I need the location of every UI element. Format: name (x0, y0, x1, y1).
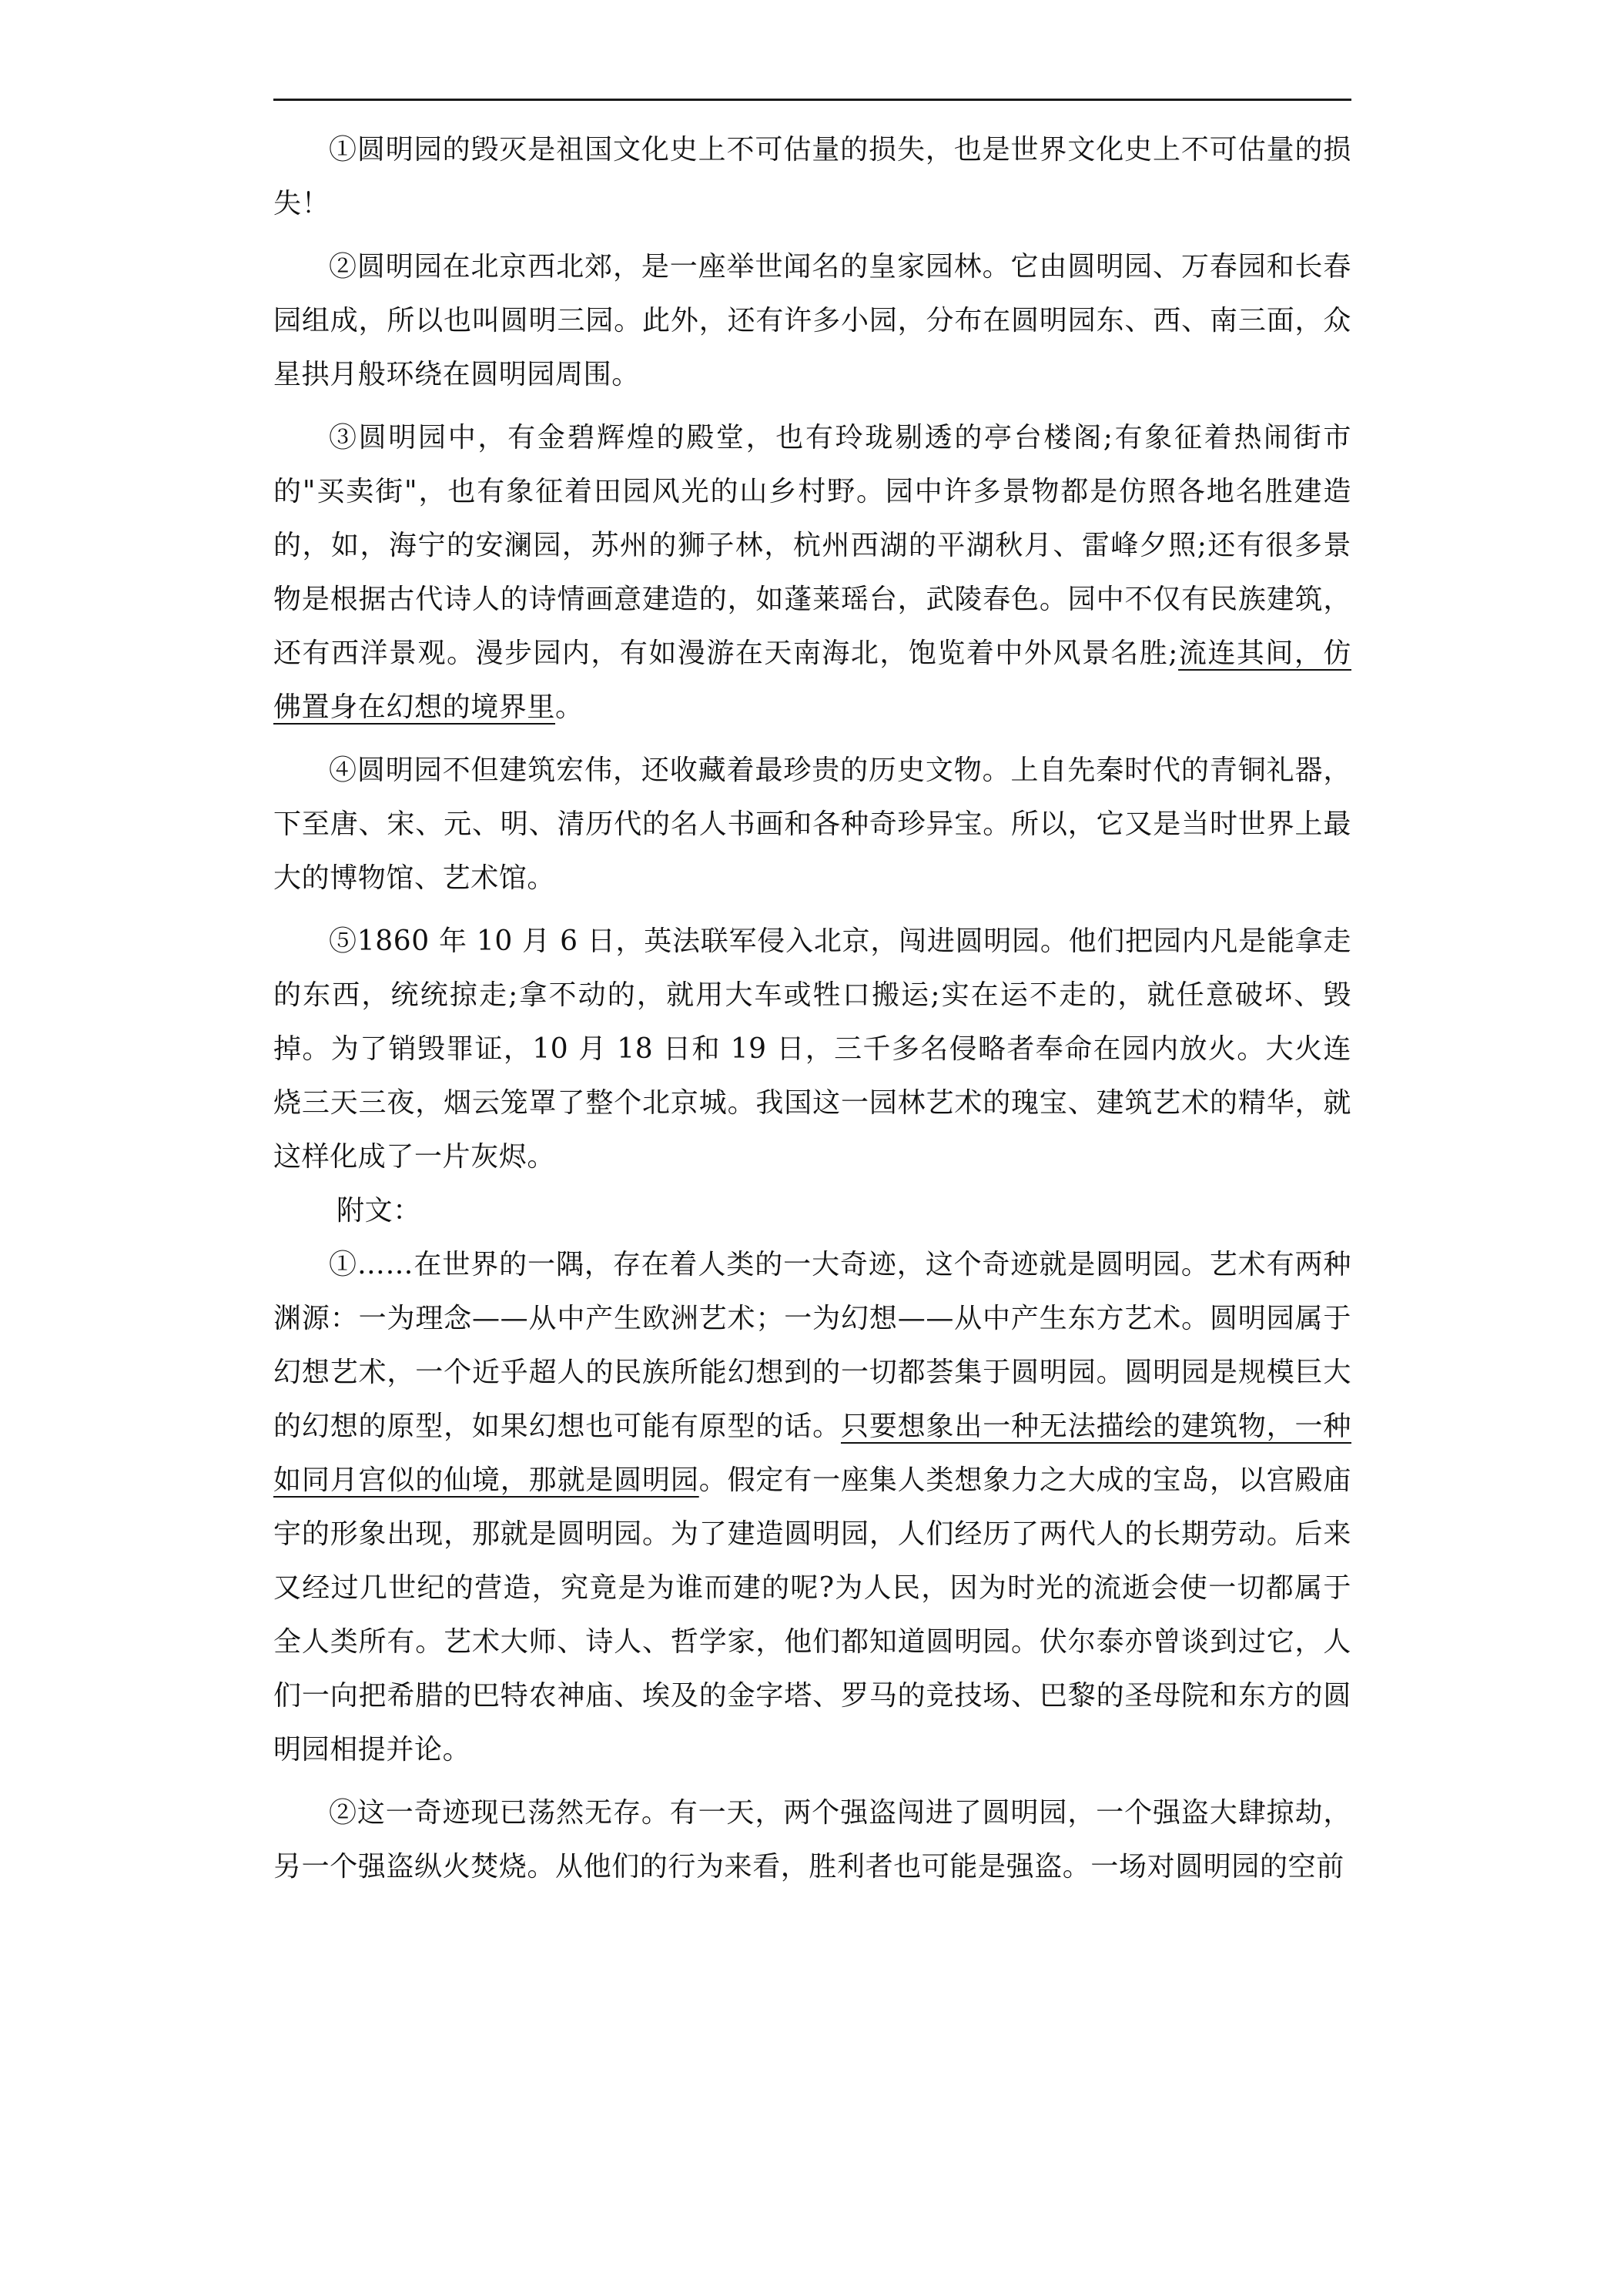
main-paragraph (273, 744, 1351, 905)
underlined-sentence: 流连其间，仿佛置身在幻想的境界里 (273, 638, 1351, 723)
appendix-paragraph (273, 1238, 1351, 1777)
main-paragraph (273, 411, 1351, 735)
appendix-text (273, 1238, 1351, 1894)
text-segment: 。假定有一座集人类想象力之大成的宝岛，以宫殿庙宇的形象出现，那就是圆明园。为了建造圆明园，人们经历了两代人的长期劳动。后来又经过几世纪的营造，究竟是为谁而建的呢?为人民，因为时光的流逝会使一切都属于全人类所有。艺术大师、诗人、哲学家，他们都知道圆明园。伏尔泰亦曾谈到过它，人们一向把希腊的巴特农神庙、埃及的金字塔、罗马的竞技场、巴黎的圣母院和东方的圆明园相提并论。 (273, 1464, 1351, 1766)
text-segment: ②圆明园在北京西北郊，是一座举世闻名的皇家园林。它由圆明园、万春园和长春园组成，所以也叫圆明三园。此外，还有许多小园，分布在圆明园东、西、南三面，众星拱月般环绕在圆明园周围。 (273, 251, 1351, 390)
text-segment: ④圆明园不但建筑宏伟，还收藏着最珍贵的历史文物。上自先秦时代的青铜礼器，下至唐、宋、元、明、清历代的名人书画和各种奇珍异宝。所以，它又是当时世界上最大的博物馆、艺术馆。 (273, 755, 1351, 894)
main-paragraph (273, 915, 1351, 1184)
main-text (273, 123, 1351, 1184)
text-segment: ①……在世界的一隅，存在着人类的一大奇迹，这个奇迹就是圆明园。艺术有两种渊源：一为理念——从中产生欧洲艺术；一为幻想——从中产生东方艺术。圆明园属于幻想艺术，一个近乎超人的民族所能幻想到的一切都荟集于圆明园。圆明园是规模巨大的幻想的原型，如果幻想也可能有原型的话。 (273, 1249, 1351, 1442)
text-segment: 。 (555, 691, 584, 723)
main-paragraph (273, 123, 1351, 231)
text-segment: ③圆明园中，有金碧辉煌的殿堂，也有玲珑剔透的亭台楼阁;有象征着热闹街市的"买卖街"，也有象征着田园风光的山乡村野。园中许多景物都是仿照各地名胜建造的，如，海宁的安澜园，苏州的狮子林，杭州西湖的平湖秋月、雷峰夕照;还有很多景物是根据古代诗人的诗情画意建造的，如蓬莱瑶台，武陵春色。园中不仅有民族建筑，还有西洋景观。漫步园内，有如漫游在天南海北，饱览着中外风景名胜; (273, 422, 1351, 669)
main-paragraph (273, 240, 1351, 402)
text-segment: ⑤1860 年 10 月 6 日，英法联军侵入北京，闯进圆明园。他们把园内凡是能拿走的东西，统统掠走;拿不动的，就用大车或牲口搬运;实在运不走的，就任意破坏、毁掉。为了销毁罪证，10 月 18 日和 19 日，三千多名侵略者奉命在园内放火。大火连烧三天三夜，烟云笼罩了整个北京城。我国这一园林艺术的瑰宝、建筑艺术的精华，就这样化成了一片灰烬。 (273, 925, 1351, 1173)
document-content (273, 123, 1351, 1894)
appendix-paragraph (273, 1786, 1351, 1894)
appendix-label: 附文： (337, 1195, 421, 1227)
header-rule (273, 99, 1351, 101)
underlined-sentence: 只要想象出一种无法描绘的建筑物，一种如同月宫似的仙境，那就是圆明园 (273, 1411, 1351, 1496)
text-segment: ①圆明园的毁灭是祖国文化史上不可估量的损失，也是世界文化史上不可估量的损失！ (273, 134, 1351, 219)
text-segment: ②这一奇迹现已荡然无存。有一天，两个强盗闯进了圆明园，一个强盗大肆掠劫，另一个强盗纵火焚烧。从他们的行为来看，胜利者也可能是强盗。一场对圆明园的空前 (273, 1797, 1351, 1883)
